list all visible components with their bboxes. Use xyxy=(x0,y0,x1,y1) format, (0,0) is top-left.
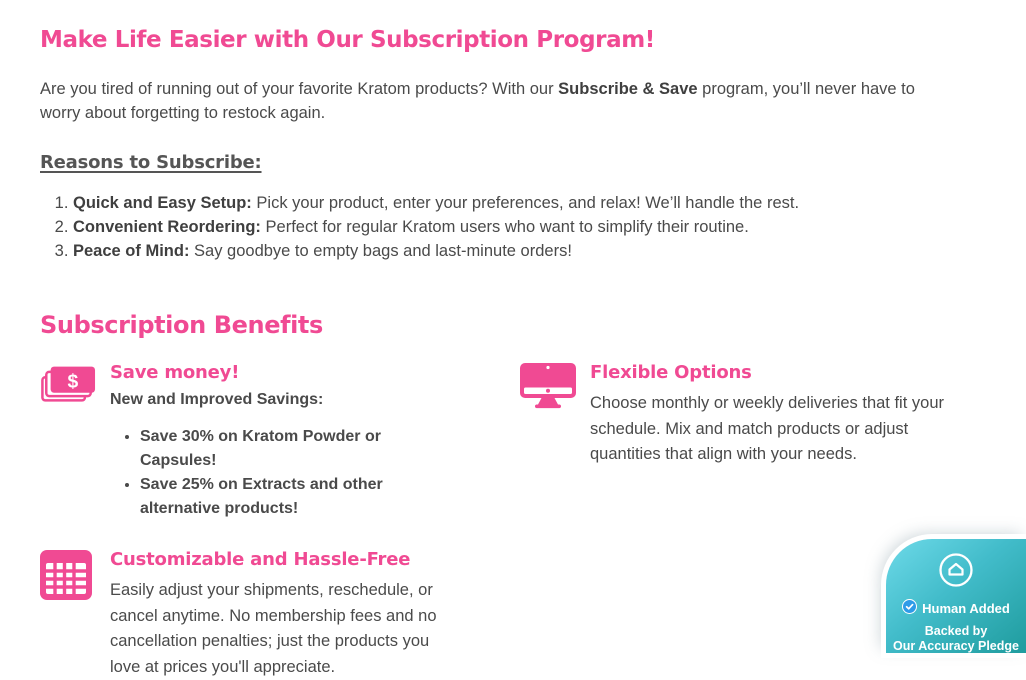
reason-item-peace-of-mind xyxy=(73,239,986,263)
benefit-customizable xyxy=(40,547,520,680)
reason-item-convenient-reordering xyxy=(73,215,986,239)
benefit-subtitle-savings: New and Improved Savings: xyxy=(110,391,324,408)
benefit-text-flexible: Choose monthly or weekly deliveries that fit your schedule. Mix and match products or adjust quantities that align with your needs. xyxy=(590,394,944,463)
benefits-column-left xyxy=(40,360,520,680)
reason-label: Convenient Reordering: xyxy=(73,218,261,236)
page-title: Make Life Easier with Our Subscription Program! xyxy=(40,27,655,53)
benefits-heading: Subscription Benefits xyxy=(40,311,323,339)
benefit-title-save-money: Save money! xyxy=(110,362,240,383)
reason-text: Perfect for regular Kratom users who want to simplify their routine. xyxy=(260,218,749,236)
benefits-column-right xyxy=(520,360,986,468)
dollar-symbol: $ xyxy=(67,371,79,393)
reason-text: Say goodbye to empty bags and last-minute orders! xyxy=(189,242,572,260)
intro-bold-subscribe-save: Subscribe & Save xyxy=(558,80,698,98)
benefit-body xyxy=(110,547,462,680)
reason-label: Peace of Mind: xyxy=(73,242,190,260)
reasons-heading: Reasons to Subscribe: xyxy=(40,152,262,173)
reason-text: Pick your product, enter your preferences, and relax! We’ll handle the rest. xyxy=(251,194,800,212)
monitor-icon xyxy=(520,360,576,468)
benefit-body xyxy=(590,360,964,468)
savings-bullet-list xyxy=(110,425,432,521)
home-circle-icon xyxy=(938,552,974,593)
benefit-title-flexible: Flexible Options xyxy=(590,362,752,383)
intro-paragraph xyxy=(40,77,928,125)
savings-bullet-25: • Save 25% on Extracts and other alternative products! xyxy=(140,473,432,521)
pledge-line-accuracy: Our Accuracy Pledge xyxy=(893,639,1019,653)
verified-check-icon xyxy=(902,599,917,617)
pledge-line-backed-by: Backed by xyxy=(924,624,988,638)
benefits-grid xyxy=(40,360,986,680)
benefit-body xyxy=(110,360,432,521)
benefit-save-money xyxy=(40,360,520,521)
intro-text-after: program, you’ll never have to worry about forgetting to restock again. xyxy=(40,80,915,122)
human-added-row xyxy=(902,599,1010,617)
reason-item-quick-setup xyxy=(73,191,986,215)
calendar-icon xyxy=(40,547,96,680)
reasons-list xyxy=(40,191,986,263)
accuracy-pledge-badge[interactable] xyxy=(886,539,1026,653)
money-bills-icon xyxy=(40,360,96,521)
savings-bullet-30: • Save 30% on Kratom Powder or Capsules! xyxy=(140,425,432,473)
human-added-label: Human Added xyxy=(922,600,1010,616)
reason-label: Quick and Easy Setup: xyxy=(73,194,252,212)
benefit-text-customizable: Easily adjust your shipments, reschedule, or cancel anytime. No membership fees and no cancellation penalties; just the products you love at prices you'll appreciate. xyxy=(110,581,437,676)
intro-text-before: Are you tired of running out of your favorite Kratom products? With our xyxy=(40,80,559,98)
benefit-flexible-options xyxy=(520,360,986,468)
benefit-title-customizable: Customizable and Hassle-Free xyxy=(110,549,411,570)
